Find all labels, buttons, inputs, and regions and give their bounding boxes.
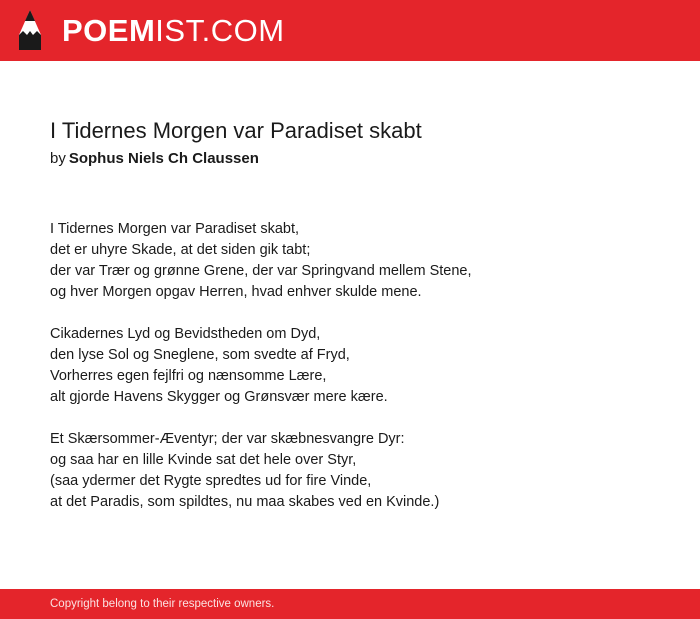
stanza — [50, 219, 670, 303]
poem-line: der var Trær og grønne Grene, der var Springvand mellem Stene, — [50, 263, 472, 279]
stanza — [50, 429, 670, 513]
site-logo[interactable] — [62, 12, 285, 50]
poem-line: Cikadernes Lyd og Bevidstheden om Dyd, — [50, 326, 321, 342]
poem-line: (saa ydermer det Rygte spredtes ud for fire Vinde, — [50, 473, 372, 489]
byline — [50, 149, 259, 169]
site-header — [0, 0, 700, 61]
poem-line: I Tidernes Morgen var Paradiset skabt, — [50, 221, 300, 237]
poem-line: at det Paradis, som spildtes, nu maa skabes ved en Kvinde.) — [50, 494, 440, 510]
poem-line: Et Skærsommer-Æventyr; der var skæbnesvangre Dyr: — [50, 431, 405, 447]
by-label: by — [50, 150, 66, 167]
poem-line: den lyse Sol og Sneglene, som svedte af Fryd, — [50, 347, 350, 363]
poem-line: det er uhyre Skade, at det siden gik tabt; — [50, 242, 311, 258]
author-name[interactable]: Sophus Niels Ch Claussen — [68, 150, 259, 167]
poem-line: og saa har en lille Kvinde sat det hele over Styr, — [50, 452, 357, 468]
site-footer — [0, 589, 700, 619]
poem-title: I Tidernes Morgen var Paradiset skabt — [50, 118, 422, 143]
poem-body — [50, 219, 670, 534]
pencil-icon[interactable] — [18, 9, 42, 51]
poem-line: alt gjorde Havens Skygger og Grønsvær mere kære. — [50, 389, 388, 405]
logo-text-bold: POEM — [62, 13, 156, 48]
stanza — [50, 324, 670, 408]
poem-line: og hver Morgen opgav Herren, hvad enhver skulde mene. — [50, 284, 422, 300]
logo-text-light: IST.COM — [155, 13, 285, 48]
poem-line: Vorherres egen fejlfri og nænsomme Lære, — [50, 368, 327, 384]
copyright-notice: Copyright belong to their respective owners. — [50, 598, 275, 610]
